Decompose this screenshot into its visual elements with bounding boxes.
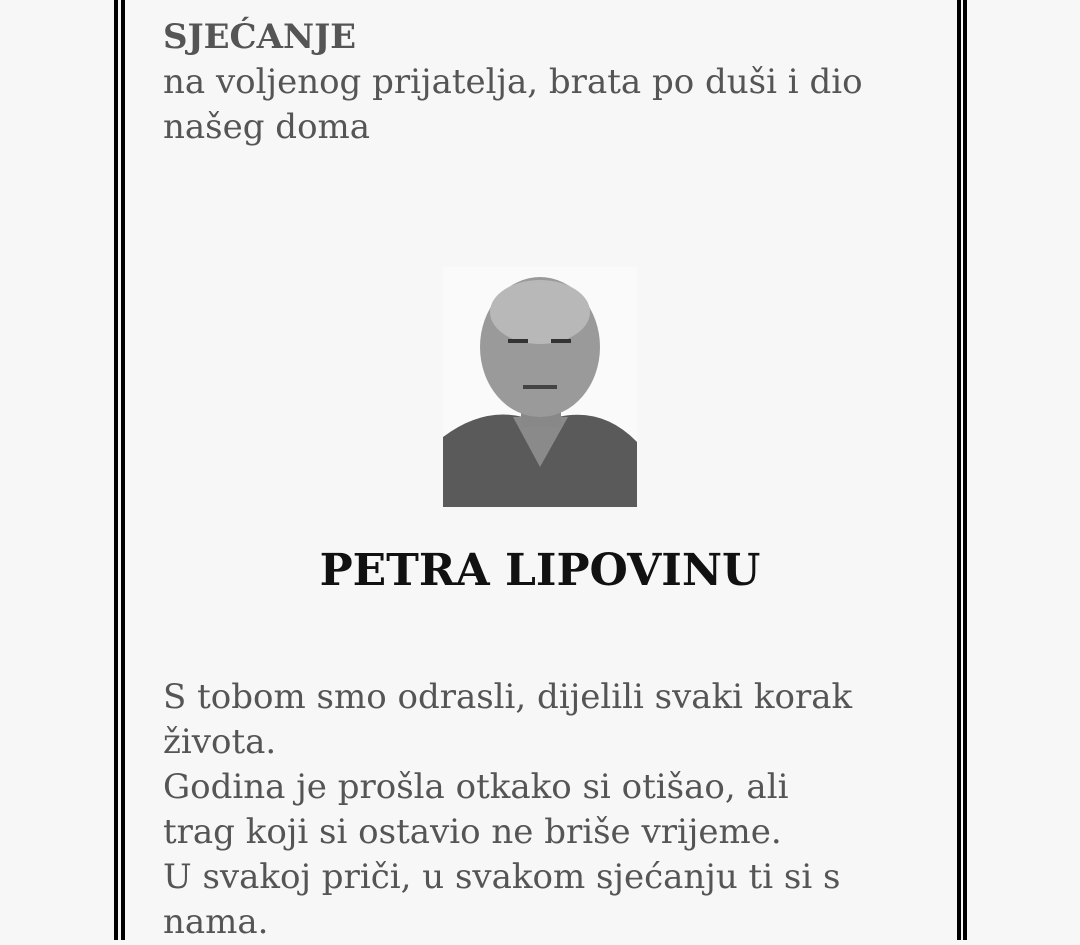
body-line: S tobom smo odrasli, dijelili svaki korak života. <box>163 677 853 762</box>
border-line-left-outer <box>114 0 118 940</box>
notice-heading: SJEĆANJE <box>163 17 357 57</box>
border-line-left-inner <box>121 0 125 940</box>
notice-subtitle: na voljenog prijatelja, brata po duši i dio našeg doma <box>163 62 863 147</box>
body-line: Godina je prošla otkako si otišao, ali trag koji si ostavio ne briše vrijeme. <box>163 767 789 852</box>
deceased-name: PETRA LIPOVINU <box>319 545 761 596</box>
notice-header <box>163 15 883 150</box>
notice-body <box>163 675 863 945</box>
body-line: U svakoj priči, u svakom sjećanju ti si s nama. <box>163 857 841 942</box>
portrait-photo <box>443 267 637 507</box>
border-line-right-outer <box>963 0 967 940</box>
border-line-right-inner <box>957 0 961 940</box>
